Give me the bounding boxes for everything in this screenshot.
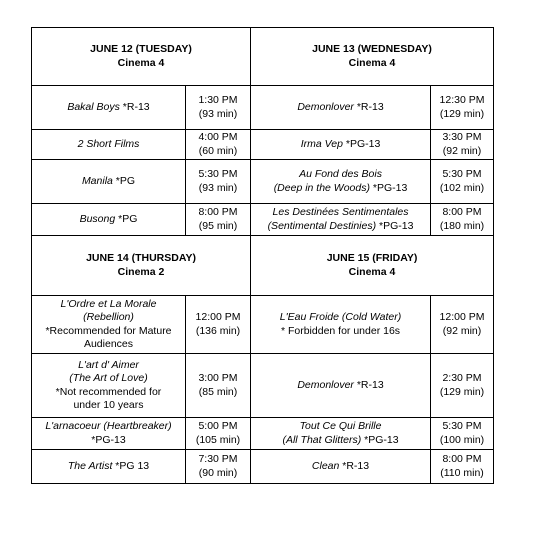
film-title: L'art d' Aimer (78, 359, 139, 372)
showtime: 3:00 PM (198, 372, 238, 385)
showtime: 12:00 PM (195, 311, 241, 324)
film-rating: *R-13 (122, 100, 150, 113)
showtime: 12:00 PM (439, 311, 485, 324)
table-row (32, 450, 494, 484)
film-rating: *PG 13 (115, 459, 150, 472)
film-duration: (92 min) (442, 144, 482, 157)
film-rating: *R-13 (356, 378, 384, 391)
film-cell (32, 130, 186, 160)
showtime: 4:00 PM (198, 131, 238, 144)
film-rating: *R-13 (356, 100, 384, 113)
film-title: (Deep in the Woods) (273, 181, 370, 194)
film-title: Demonlover (297, 100, 354, 113)
day-header (32, 236, 251, 296)
film-duration: (92 min) (442, 324, 482, 337)
film-title: L'arnacoeur (Heartbreaker) (45, 420, 172, 433)
film-cell (32, 160, 186, 204)
film-cell (251, 296, 431, 354)
showtime: 5:30 PM (442, 168, 482, 181)
film-note: *Not recommended for (55, 385, 162, 398)
showtime: 3:30 PM (442, 131, 482, 144)
film-note: * Forbidden for under 16s (280, 324, 401, 337)
day-date: JUNE 13 (WEDNESDAY) (312, 43, 432, 56)
film-cell (251, 86, 431, 130)
film-cell (251, 204, 431, 236)
film-note: Audiences (83, 337, 134, 350)
film-rating: *PG-13 (372, 181, 408, 194)
film-duration: (100 min) (439, 433, 485, 446)
showtime-cell (431, 418, 494, 450)
showtime: 12:30 PM (439, 94, 485, 107)
showtime-cell (431, 204, 494, 236)
showtime-cell (186, 204, 251, 236)
showtime: 5:30 PM (198, 168, 238, 181)
cinema-name: Cinema 4 (348, 265, 396, 278)
showtime: 8:00 PM (198, 206, 238, 219)
showtime-cell (186, 450, 251, 484)
day-header (32, 28, 251, 86)
film-rating: *PG (115, 174, 136, 187)
day-header-row (32, 28, 494, 86)
film-duration: (93 min) (198, 107, 238, 120)
film-title: Bakal Boys (67, 100, 120, 113)
day-date: JUNE 14 (THURSDAY) (86, 252, 196, 265)
film-duration: (60 min) (198, 144, 238, 157)
film-title: (Rebellion) (83, 311, 134, 324)
showtime-cell (186, 160, 251, 204)
film-duration: (93 min) (198, 181, 238, 194)
table-row (32, 86, 494, 130)
film-cell (251, 160, 431, 204)
film-duration: (90 min) (198, 466, 238, 479)
table-row (32, 418, 494, 450)
showtime: 5:30 PM (442, 420, 482, 433)
cinema-name: Cinema 2 (117, 265, 165, 278)
cinema-name: Cinema 4 (348, 56, 396, 69)
table-row (32, 354, 494, 418)
film-cell (32, 204, 186, 236)
table-row (32, 204, 494, 236)
film-title: (All That Glitters) (282, 433, 362, 446)
cinema-name: Cinema 4 (117, 56, 165, 69)
film-title: (The Art of Love) (69, 372, 148, 385)
showtime: 5:00 PM (198, 420, 238, 433)
film-duration: (129 min) (439, 107, 485, 120)
film-title: Les Destinées Sentimentales (272, 206, 409, 219)
film-duration: (102 min) (439, 181, 485, 194)
film-title: L'Ordre et La Morale (60, 298, 157, 311)
showtime-cell (431, 160, 494, 204)
film-duration: (85 min) (198, 385, 238, 398)
showtime-cell (186, 130, 251, 160)
film-duration: (180 min) (439, 219, 485, 232)
table-row (32, 160, 494, 204)
showtime: 2:30 PM (442, 372, 482, 385)
film-title: Demonlover (297, 378, 354, 391)
film-title: Clean (311, 459, 340, 472)
film-cell (251, 354, 431, 418)
film-cell (32, 86, 186, 130)
film-title: Au Fond des Bois (299, 168, 382, 181)
film-cell (32, 450, 186, 484)
showtime: 1:30 PM (198, 94, 238, 107)
film-cell (32, 354, 186, 418)
film-rating: *R-13 (342, 459, 370, 472)
film-duration: (129 min) (439, 385, 485, 398)
film-note: under 10 years (73, 398, 144, 411)
film-cell (32, 296, 186, 354)
film-title: 2 Short Films (77, 137, 140, 150)
schedule-body (32, 28, 494, 484)
day-header-row (32, 236, 494, 296)
showtime-cell (186, 354, 251, 418)
film-cell (251, 130, 431, 160)
film-title: Tout Ce Qui Brille (299, 420, 382, 433)
film-cell (251, 418, 431, 450)
showtime-cell (431, 450, 494, 484)
film-title: The Artist (67, 459, 113, 472)
film-duration: (136 min) (195, 324, 241, 337)
film-rating: *PG (118, 212, 138, 225)
showtime: 7:30 PM (198, 453, 238, 466)
showtime-cell (186, 418, 251, 450)
showtime-cell (431, 86, 494, 130)
film-rating: *PG-13 (345, 137, 381, 150)
showtime-cell (431, 130, 494, 160)
film-title: Busong (79, 212, 116, 225)
film-duration: (95 min) (198, 219, 238, 232)
showtime: 8:00 PM (442, 453, 482, 466)
film-rating: *PG-13 (364, 433, 399, 446)
day-date: JUNE 15 (FRIDAY) (326, 252, 418, 265)
film-cell (32, 418, 186, 450)
film-rating: *PG-13 (379, 219, 414, 232)
showtime-cell (431, 354, 494, 418)
film-schedule-table (31, 27, 494, 484)
table-row (32, 130, 494, 160)
showtime-cell (431, 296, 494, 354)
film-note: *Recommended for Mature (45, 324, 172, 337)
film-cell (251, 450, 431, 484)
day-date: JUNE 12 (TUESDAY) (90, 43, 192, 56)
film-duration: (110 min) (440, 466, 484, 479)
table-row (32, 296, 494, 354)
showtime-cell (186, 296, 251, 354)
film-note: *PG-13 (91, 433, 126, 446)
film-title: L'Eau Froide (Cold Water) (279, 311, 402, 324)
showtime: 8:00 PM (442, 206, 482, 219)
day-header (251, 236, 494, 296)
day-header (251, 28, 494, 86)
film-duration: (105 min) (195, 433, 241, 446)
film-title: Irma Vep (300, 137, 343, 150)
film-title: Manila (81, 174, 113, 187)
showtime-cell (186, 86, 251, 130)
film-title: (Sentimental Destinies) (267, 219, 377, 232)
